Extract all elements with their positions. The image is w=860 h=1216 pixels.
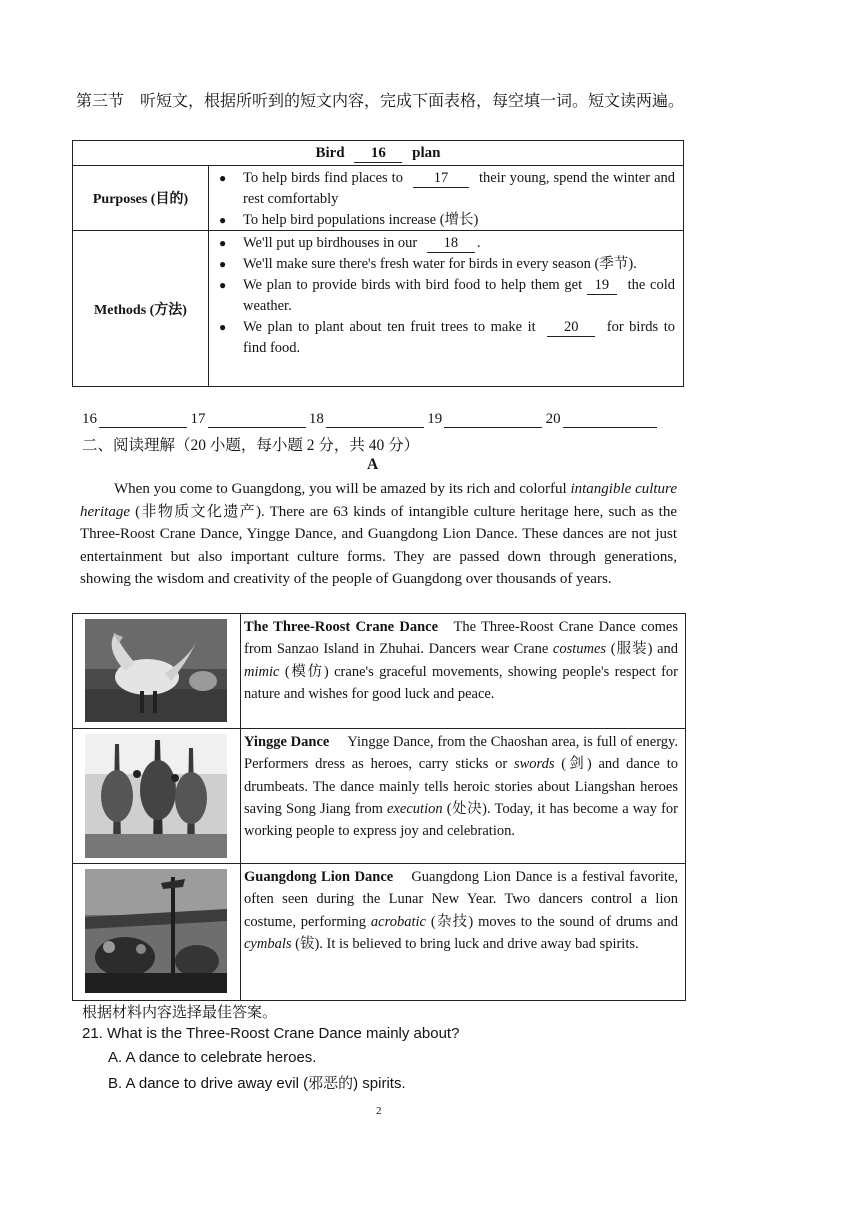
blank-16[interactable]: 16 xyxy=(354,145,402,163)
section-letter: A xyxy=(367,456,379,473)
bullet-icon: ● xyxy=(219,278,227,292)
bullet-icon: ● xyxy=(219,236,227,250)
blank-18[interactable]: 18 xyxy=(427,235,475,253)
table-row xyxy=(73,864,685,1000)
bullet-icon: ● xyxy=(219,213,227,227)
purposes-row xyxy=(73,166,683,231)
table-row xyxy=(73,729,685,864)
table-header: Bird 16 plan xyxy=(73,141,683,166)
blank-19[interactable]: 19 xyxy=(587,277,617,295)
list-item: ● We plan to plant about ten fruit trees to make it 20 for birds to find food. xyxy=(219,317,675,359)
part-two-heading: 二、阅读理解（20 小题，每小题 2 分，共 40 分） xyxy=(82,437,420,454)
bullet-icon: ● xyxy=(219,257,227,271)
bullet-icon: ● xyxy=(219,320,227,334)
crane-dance-photo xyxy=(73,614,241,728)
blank-20[interactable]: 20 xyxy=(547,319,595,337)
page-number: 2 xyxy=(376,1105,382,1117)
answer-20[interactable]: 20 xyxy=(546,411,660,428)
yingge-dance-description: Yingge Dance Yingge Dance, from the Chaoshan area, is full of energy. Performers dress as heroes, carry sticks or swords (剑) and dance to drumbeats. The dance mainly tells heroic stories about Liangshan heroes saving Song Jiang from execution (处决). Today, it has become a way for working people to express joy and celebration. xyxy=(244,734,679,840)
crane-dance-description: The Three-Roost Crane Dance The Three-Roost Crane Dance comes from Sanzao Island in Zhuhai. Dancers wear Crane costumes (服装) and mimic (模仿) crane's graceful movements, showing people's respect for nature and wishes for good luck and peace. xyxy=(244,619,679,702)
dance-name: Guangdong Lion Dance xyxy=(244,869,394,885)
answer-19[interactable]: 19 xyxy=(427,411,543,428)
methods-content xyxy=(209,231,683,386)
bird-plan-table xyxy=(72,140,684,387)
methods-label: Methods (方法) xyxy=(73,231,209,386)
list-item: ● We plan to provide birds with bird food to help them get 19 the cold weather. xyxy=(219,275,675,317)
list-item: ● To help birds find places to 17 their young, spend the winter and rest comfortably xyxy=(219,168,675,210)
dance-name: The Three-Roost Crane Dance xyxy=(244,619,439,635)
purposes-content xyxy=(209,166,683,230)
answer-16[interactable]: 16 xyxy=(82,411,189,428)
term-italic: intangible culture heritage xyxy=(80,481,678,520)
answer-17[interactable]: 17 xyxy=(191,411,307,428)
lion-dance-description: Guangdong Lion Dance Guangdong Lion Dance is a festival favorite, often seen during the Lunar New Year. Two dancers control a lion costume, performing acrobatic (杂技) moves to the sound of drums and cymbals (钹). It is believed to bring luck and drive away bad spirits. xyxy=(244,869,679,952)
question-instruction: 根据材料内容选择最佳答案。 xyxy=(82,1005,278,1021)
dance-name: Yingge Dance xyxy=(244,734,330,750)
question-21: 21. What is the Three-Roost Crane Dance mainly about? xyxy=(82,1025,460,1042)
yingge-dance-photo xyxy=(73,729,241,863)
dance-table xyxy=(72,613,686,1001)
option-a[interactable]: A. A dance to celebrate heroes. xyxy=(108,1049,317,1066)
option-b[interactable]: B. A dance to drive away evil (邪恶的) spirits. xyxy=(108,1075,406,1092)
blank-17[interactable]: 17 xyxy=(413,170,469,188)
answer-18[interactable]: 18 xyxy=(309,411,425,428)
purposes-label: Purposes (目的) xyxy=(73,166,209,230)
bullet-icon: ● xyxy=(219,171,227,185)
lion-dance-photo xyxy=(73,864,241,1000)
methods-row xyxy=(73,231,683,386)
answer-blanks-row xyxy=(82,411,662,428)
list-item: ● We'll put up birdhouses in our 18 . xyxy=(219,233,675,254)
section-instruction: 第三节 听短文，根据所听到的短文内容，完成下面表格，每空填一词。短文读两遍。 xyxy=(76,93,685,110)
list-item: ● We'll make sure there's fresh water for birds in every season (季节). xyxy=(219,254,675,275)
list-item: ● To help bird populations increase (增长) xyxy=(219,210,675,231)
table-row xyxy=(73,614,685,729)
reading-passage: When you come to Guangdong, you will be amazed by its rich and colorful intangible culture heritage (非物质文化遗产). There are 63 kinds of intangible culture heritage here, such as the Three-Roost Crane Dance, Yingge Dance, and Guangdong Lion Dance. These dances are not just entertainment but also important culture forms. They are passed down through generations, showing the wisdom and creativity of the people of Guangdong over thousands of years. xyxy=(80,481,678,587)
